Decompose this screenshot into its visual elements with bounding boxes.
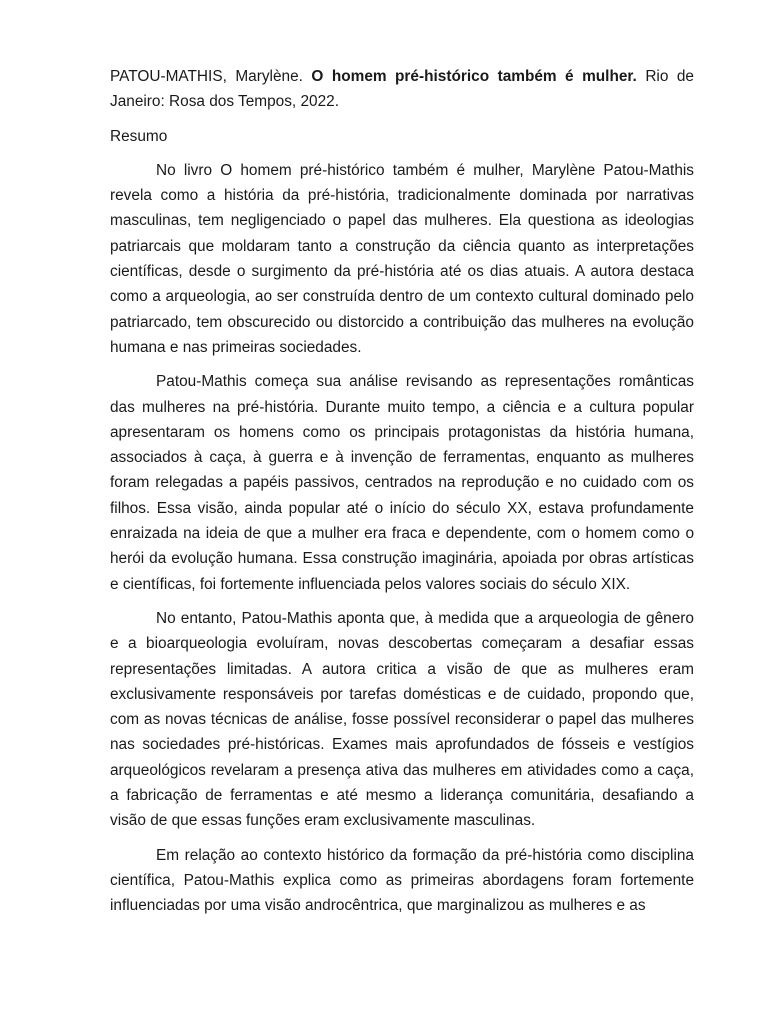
section-heading: Resumo <box>110 127 168 145</box>
bibliographic-reference <box>110 64 694 115</box>
paragraph-1: No livro O homem pré-histórico também é mulher, Marylène Patou-Mathis revela como a história da pré-história, tradicionalmente dominada por narrativas masculinas, tem negligenciado o papel das mulheres. Ela questiona as ideologias patriarcais que moldaram tanto a construção da ciência quanto as interpretações científicas, desde o surgimento da pré-história até os dias atuais. A autora destaca como a arqueologia, ao ser construída dentro de um contexto cultural dominado pelo patriarcado, tem obscurecido ou distorcido a contribuição das mulheres na evolução humana e nas primeiras sociedades. <box>110 161 694 356</box>
reference-author: PATOU-MATHIS, Marylène. <box>110 68 303 85</box>
paragraph-3: No entanto, Patou-Mathis aponta que, à medida que a arqueologia de gênero e a bioarqueologia evoluíram, novas descobertas começaram a desafiar essas representações limitadas. A autora critica a visão de que as mulheres eram exclusivamente responsáveis por tarefas domésticas e de cuidado, propondo que, com as novas técnicas de análise, fosse possível reconsiderar o papel das mulheres nas sociedades pré-históricas. Exames mais aprofundados de fósseis e vestígios arqueológicos revelaram a presença ativa das mulheres em atividades como a caça, a fabricação de ferramentas e até mesmo a liderança comunitária, desafiando a visão de que essas funções eram exclusivamente masculinas. <box>110 609 694 830</box>
reference-title: O homem pré-histórico também é mulher. <box>311 68 637 85</box>
document-body <box>110 64 694 928</box>
reference-publication: Rio de Janeiro: Rosa dos Tempos, 2022. <box>110 68 694 111</box>
paragraph-2: Patou-Mathis começa sua análise revisando as representações românticas das mulheres na pré-história. Durante muito tempo, a ciência e a cultura popular apresentaram os homens como os principais protagonistas da história humana, associados à caça, à guerra e à invenção de ferramentas, enquanto as mulheres foram relegadas a papéis passivos, centrados na reprodução e no cuidado com os filhos. Essa visão, ainda popular até o início do século XX, estava profundamente enraizada na ideia de que a mulher era fraca e dependente, com o homem como o herói da evolução humana. Essa construção imaginária, apoiada por obras artísticas e científicas, foi fortemente influenciada pelos valores sociais do século XIX. <box>110 373 694 593</box>
paragraph-4: Em relação ao contexto histórico da formação da pré-história como disciplina científica, Patou-Mathis explica como as primeiras abordagens foram fortemente influenciadas por uma visão androcêntrica, que marginalizou as mulheres e as <box>110 846 694 915</box>
